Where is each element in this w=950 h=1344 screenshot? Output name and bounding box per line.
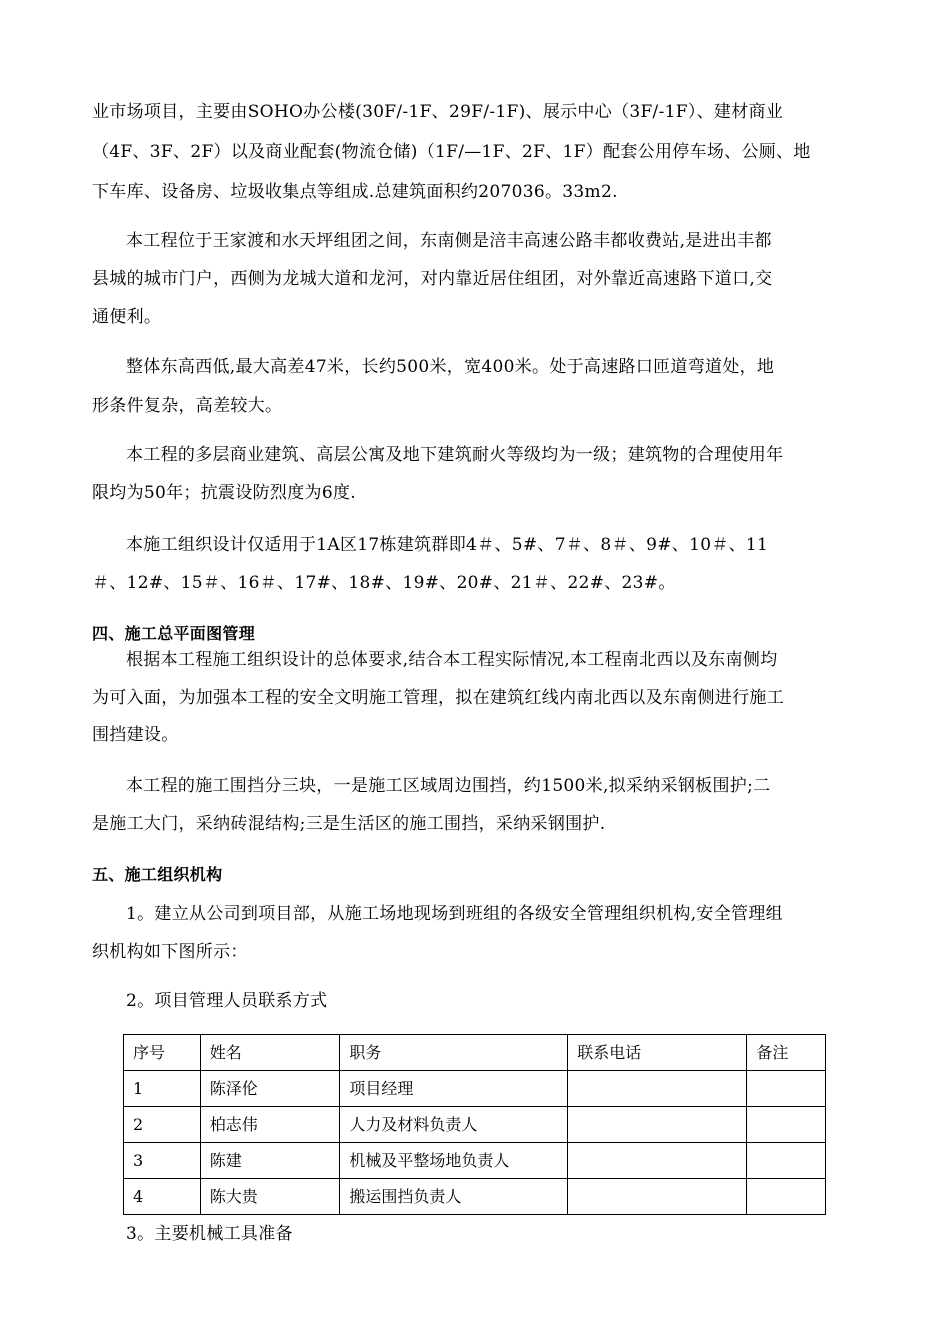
cell-position: 机械及平整场地负责人 [340, 1143, 568, 1179]
cell-remarks [747, 1071, 826, 1107]
table-row [124, 1071, 826, 1107]
header-name: 姓名 [200, 1035, 340, 1071]
paragraph-scope-line-1: 本施工组织设计仅适用于1A区17栋建筑群即4＃、5#、7＃、8＃、9#、10＃、11 [126, 535, 769, 555]
paragraph-fencing-line-1: 本工程的施工围挡分三块，一是施工区域周边围挡，约1500米,拟采纳采钢板围护;二 [126, 776, 771, 796]
cell-phone [568, 1107, 747, 1143]
cell-index: 1 [124, 1071, 201, 1107]
cell-remarks [747, 1107, 826, 1143]
cell-position: 项目经理 [340, 1071, 568, 1107]
table-row [124, 1179, 826, 1215]
paragraph-location-line-3: 通便利。 [92, 307, 162, 327]
table-header-row [124, 1035, 826, 1071]
paragraph-scope-line-2: ＃、12#、15＃、16＃、17#、18#、19#、20#、21＃、22#、23#。 [92, 573, 676, 593]
cell-name: 陈建 [200, 1143, 340, 1179]
paragraph-fire-rating-line-1: 本工程的多层商业建筑、高层公寓及地下建筑耐火等级均为一级；建筑物的合理使用年 [126, 445, 784, 465]
paragraph-location-line-1: 本工程位于王家渡和水天坪组团之间，东南侧是涪丰高速公路丰都收费站,是进出丰都 [126, 231, 772, 251]
paragraph-terrain-line-1: 整体东高西低,最大高差47米，长约500米，宽400米。处于高速路口匝道弯道处，地 [126, 357, 775, 377]
paragraph-terrain-line-2: 形条件复杂，高差较大。 [92, 396, 283, 416]
paragraph-fencing-line-2: 是施工大门，采纳砖混结构;三是生活区的施工围挡，采纳采钢围护. [92, 814, 606, 834]
header-position: 职务 [340, 1035, 568, 1071]
cell-index: 3 [124, 1143, 201, 1179]
cell-name: 陈泽伦 [200, 1071, 340, 1107]
paragraph-layout-line-2: 为可入面，为加强本工程的安全文明施工管理，拟在建筑红线内南北西以及东南侧进行施工 [92, 688, 784, 708]
cell-index: 4 [124, 1179, 201, 1215]
paragraph-layout-line-1: 根据本工程施工组织设计的总体要求,结合本工程实际情况,本工程南北西以及东南侧均 [126, 650, 778, 670]
cell-position: 人力及材料负责人 [340, 1107, 568, 1143]
cell-phone [568, 1179, 747, 1215]
paragraph-project-line-3: 下车库、设备房、垃圾收集点等组成.总建筑面积约207036。33m2. [92, 182, 618, 202]
staff-contact-table [123, 1034, 826, 1215]
cell-phone [568, 1143, 747, 1179]
cell-name: 柏志伟 [200, 1107, 340, 1143]
header-index: 序号 [124, 1035, 201, 1071]
paragraph-fire-rating-line-2: 限均为50年；抗震设防烈度为6度. [92, 483, 356, 503]
paragraph-project-line-2: （4F、3F、2F）以及商业配套(物流仓储)（1F/—1F、2F、1F）配套公用停车场、公厕、地 [92, 142, 811, 162]
cell-remarks [747, 1143, 826, 1179]
paragraph-project-line-1: 业市场项目，主要由SOHO办公楼(30F/-1F、29F/-1F)、展示中心（3F/-1F）、建材商业 [92, 102, 784, 122]
paragraph-location-line-2: 县城的城市门户，西侧为龙城大道和龙河，对内靠近居住组团，对外靠近高速路下道口,交 [92, 269, 773, 289]
paragraph-organization-line-2: 织机构如下图所示： [92, 942, 248, 962]
cell-remarks [747, 1179, 826, 1215]
table-row [124, 1107, 826, 1143]
machinery-caption: 3。主要机械工具准备 [126, 1224, 293, 1244]
staff-contacts-caption: 2。项目管理人员联系方式 [126, 991, 328, 1011]
header-remarks: 备注 [747, 1035, 826, 1071]
section-4-heading: 四、施工总平面图管理 [92, 624, 256, 643]
paragraph-layout-line-3: 围挡建设。 [92, 725, 179, 745]
cell-phone [568, 1071, 747, 1107]
paragraph-organization-line-1: 1。建立从公司到项目部，从施工场地现场到班组的各级安全管理组织机构,安全管理组 [126, 904, 783, 924]
cell-name: 陈大贵 [200, 1179, 340, 1215]
header-phone: 联系电话 [568, 1035, 747, 1071]
cell-index: 2 [124, 1107, 201, 1143]
section-5-heading: 五、施工组织机构 [92, 865, 223, 884]
cell-position: 搬运围挡负责人 [340, 1179, 568, 1215]
table-row [124, 1143, 826, 1179]
